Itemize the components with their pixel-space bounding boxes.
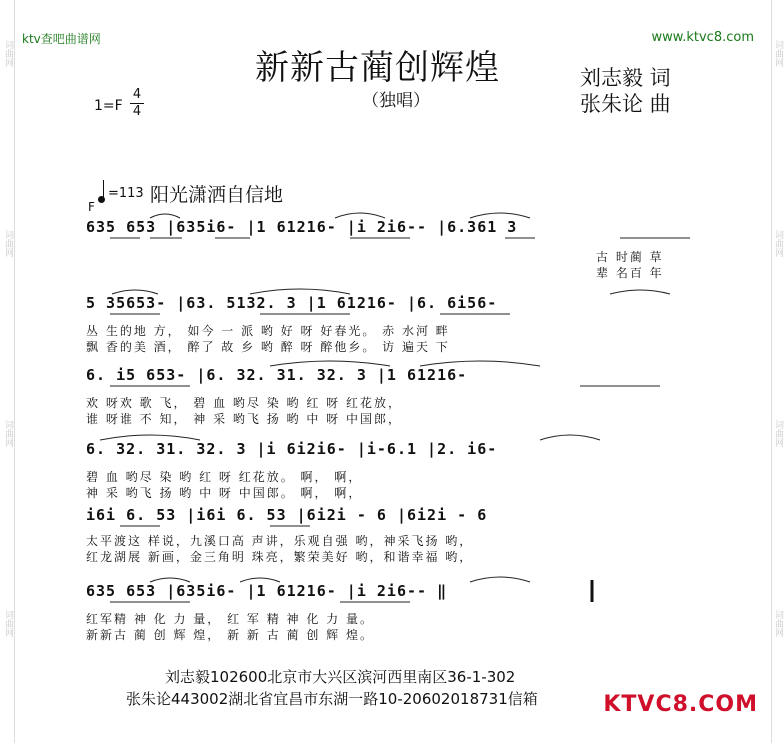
lyric-line-5b: 红龙湖展 新画，金三角明 珠亮，繁荣美好 哟，和谐幸福 哟， [86, 550, 474, 564]
composer-credit: 张朱论 曲 [580, 92, 671, 116]
watermark-right: 词曲网 [773, 420, 783, 447]
lyric-line-5a: 太平渡这 样说，九溪口高 声讲，乐观自强 哟，神采飞扬 哟， [86, 534, 474, 548]
watermark-left: 词曲网 [3, 610, 13, 637]
watermark-left: 词曲网 [3, 40, 13, 67]
lyric-line-3b: 谁 呀谁 不 知， 神 采 哟飞 扬 哟 中 呀 中国郎， [86, 412, 402, 426]
meter-top: 4 [132, 87, 142, 102]
meter-bottom: 4 [132, 104, 142, 119]
notation-line-2: 5 35653- |63. 5132. 3 |1 61216- |6. 6i56- [86, 294, 498, 312]
contact-composer: 张朱论443002湖北省宜昌市东湖一路10-20602018731信箱 [126, 690, 538, 708]
lyric-line-4b: 神 采 哟飞 扬 哟 中 呀 中国郎。 啊， 啊， [86, 486, 363, 500]
song-title: 新新古蔺创辉煌 [255, 48, 500, 88]
watermark-left: 词曲网 [3, 230, 13, 257]
lyric-line-3a: 欢 呀欢 歌 飞， 碧 血 哟尽 染 哟 红 呀 红花放， [86, 396, 402, 410]
watermark-right: 词曲网 [773, 40, 783, 67]
lyric-line-6a: 红军精 神 化 力 量， 红 军 精 神 化 力 量。 [86, 612, 374, 626]
contact-lyricist: 刘志毅102600北京市大兴区滨河西里南区36-1-302 [165, 668, 516, 686]
notation-line-1: 635 653 |635i6- |1 61216- |i 2i6-- |6.361 3 [86, 218, 518, 236]
lyric-line-2a: 丛 生的地 方， 如今 一 派 哟 好 呀 好春光。 赤 水河 畔 [86, 324, 450, 338]
lyric-line-2b: 飘 香的美 酒， 醉了 故 乡 哟 醉 呀 醉他乡。 访 遍天 下 [86, 340, 450, 354]
notation-line-5: i6i 6. 53 |i6i 6. 53 |6i2i - 6 |6i2i - 6 [86, 506, 488, 524]
site-name-left[interactable]: ktv查吧曲谱网 [22, 32, 101, 46]
tempo-expression: 阳光潇洒自信地 [150, 184, 284, 206]
lyric-line-1a: 古 时蔺 草 [596, 250, 664, 264]
key-signature: 1=F [94, 98, 123, 114]
lyric-line-1b: 辈 名百 年 [596, 266, 664, 280]
site-url-right[interactable]: www.ktvc8.com [651, 30, 754, 45]
notation-line-6: 635 653 |635i6- |1 61216- |i 2i6-- ‖ [86, 582, 448, 600]
notation-line-4: 6. 32. 31. 32. 3 |i 6i2i6- |i-6.1 |2. i6- [86, 440, 498, 458]
lyric-line-6b: 新新古 蔺 创 辉 煌， 新 新 古 蔺 创 辉 煌。 [86, 628, 374, 642]
watermark-right: 词曲网 [773, 230, 783, 257]
watermark-left: 词曲网 [3, 420, 13, 447]
site-logo[interactable]: KTVC8.COM [603, 692, 758, 717]
song-subtitle: （独唱） [362, 91, 430, 111]
tempo-value: =113 [108, 186, 144, 201]
notation-line-3: 6. i5 653- |6. 32. 31. 32. 3 |1 61216- [86, 366, 468, 384]
watermark-right: 词曲网 [773, 610, 783, 637]
lyricist-credit: 刘志毅 词 [580, 66, 671, 90]
lyric-line-4a: 碧 血 哟尽 染 哟 红 呀 红花放。 啊， 啊， [86, 470, 363, 484]
tempo-key: F [88, 200, 95, 214]
